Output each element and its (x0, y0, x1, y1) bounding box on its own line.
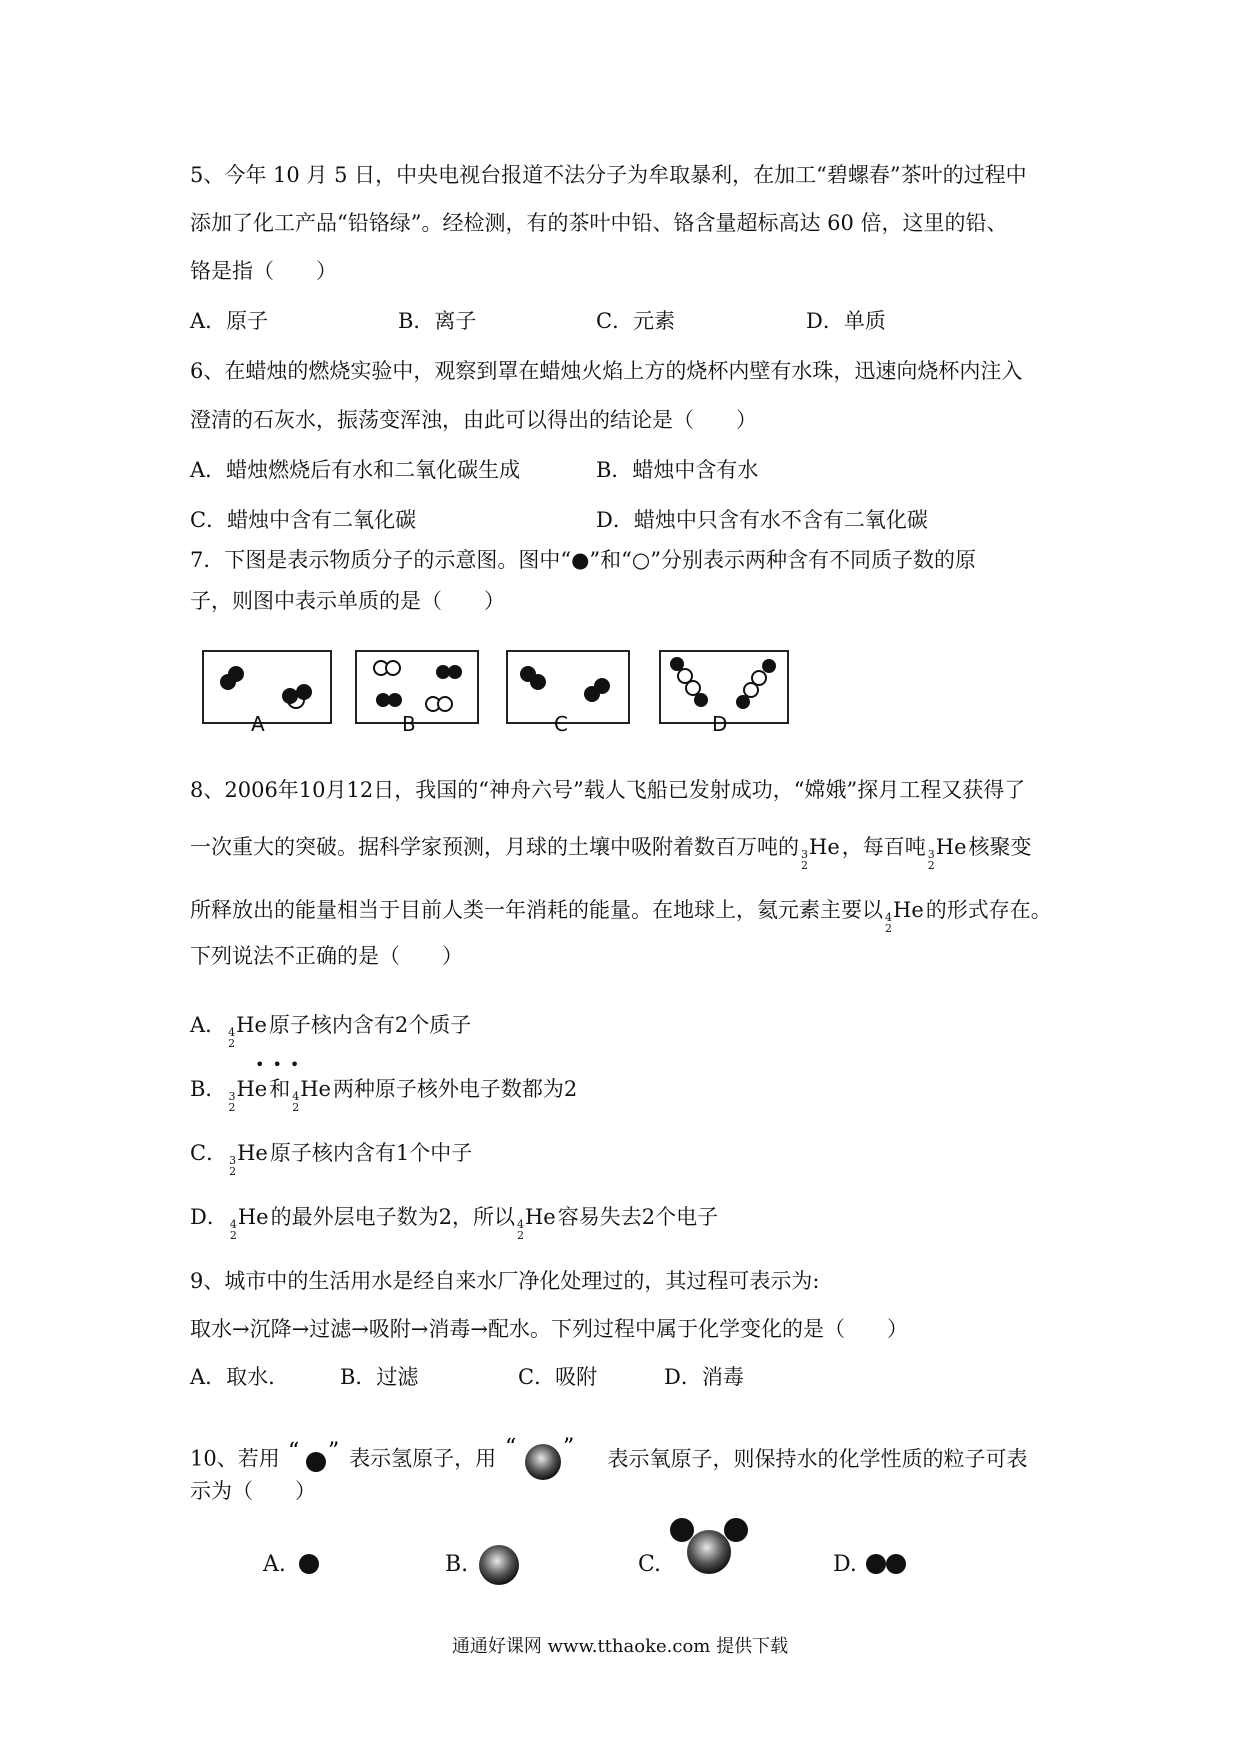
isotope-he4: 4 2 He (516, 1205, 556, 1242)
isotope-he3: 3 2 He (229, 1141, 268, 1178)
q9-option-b: B．过滤 (340, 1365, 419, 1389)
molecule-label-a: A (251, 712, 265, 736)
q8-line2: 一次重大的突破。据科学家预测，月球的土壤中吸附着数百万吨的 3 2 He，每百吨 3 2 He核聚变 (190, 832, 1032, 871)
isotope-he4: 4 2 He (885, 898, 924, 935)
molecule-a-figure (204, 652, 330, 722)
isotope-he4: 4 2 He (292, 1077, 331, 1114)
emphasis-dots: ••• (255, 1055, 308, 1074)
molecule-box-b (355, 650, 479, 724)
molecule-box-c (506, 650, 630, 724)
molecule-box-a (202, 650, 332, 724)
q9-line1: 9、城市中的生活用水是经自来水厂净化处理过的，其过程可表示为: (190, 1269, 820, 1293)
q10-option-d-figure (862, 1548, 914, 1580)
q8-line1: 8、2006年10月12日，我国的“神舟六号”载人飞船已发射成功，“嫦娥”探月工程又获得了 (190, 778, 1026, 802)
svg-text:”: ” (328, 1440, 340, 1464)
molecule-c-figure (508, 652, 628, 722)
svg-text:“: “ (504, 1435, 517, 1460)
q10-option-b: B. (445, 1552, 469, 1577)
q8-line3: 所释放出的能量相当于目前人类一年消耗的能量。在地球上，氦元素主要以 4 2 He的形式存在。 (190, 895, 1052, 934)
q7-line1: 7．下图是表示物质分子的示意图。图中“●”和“○”分别表示两种含有不同质子数的原 (190, 548, 976, 572)
oxygen-atom-icon (503, 1434, 583, 1486)
q6-option-a: A．蜡烛燃烧后有水和二氧化碳生成 (190, 458, 521, 482)
q10-option-d: D. (833, 1552, 857, 1577)
q5-option-a: A．原子 (190, 309, 269, 333)
page-footer: 通通好课网 www.tthaoke.com 提供下载 (451, 1636, 789, 1657)
q6-option-b: B．蜡烛中含有水 (596, 458, 759, 482)
q5-line3: 铬是指（ ） (190, 259, 337, 283)
svg-text:“: “ (288, 1440, 300, 1464)
q5-option-d: D．单质 (806, 309, 886, 333)
q8-option-c: C． 3 2 He原子核内含有1个中子 (190, 1138, 472, 1177)
q8-line4: 下列说法不正确的是（ ） (190, 944, 463, 968)
q8-option-b: B． 3 2 He和 4 2 He两种原子核外电子数都为2 (190, 1074, 577, 1113)
isotope-he3: 3 2 He (228, 1077, 268, 1114)
isotope-he3: 3 2 He (927, 835, 967, 872)
isotope-he4: 4 2 He (228, 1013, 267, 1050)
q10-option-c-figure (664, 1510, 754, 1590)
q6-line2: 澄清的石灰水，振荡变浑浊，由此可以得出的结论是（ ） (190, 408, 757, 432)
q9-line2: 取水→沉降→过滤→吸附→消毒→配水。下列过程中属于化学变化的是（ ） (190, 1317, 908, 1341)
isotope-he3: 3 2 He (801, 835, 840, 872)
molecule-b-figure (357, 652, 477, 722)
q7-line2: 子，则图中表示单质的是（ ） (190, 589, 505, 613)
q5-line2: 添加了化工产品“铅铬绿”。经检测，有的茶叶中铅、铬含量超标高达 60 倍，这里的铅、 (190, 211, 1008, 235)
q8-option-a: A． 4 2 He原子核内含有2个质子 (190, 1010, 471, 1049)
svg-text:”: ” (562, 1435, 575, 1460)
q10-option-a: A. (263, 1552, 286, 1577)
q6-line1: 6、在蜡烛的燃烧实验中，观察到罩在蜡烛火焰上方的烧杯内壁有水珠，迅速向烧杯内注入 (190, 359, 1023, 383)
molecule-label-b: B (402, 712, 416, 736)
q10-option-b-figure (475, 1540, 525, 1590)
q6-option-c: C．蜡烛中含有二氧化碳 (190, 508, 417, 532)
molecule-label-c: C (554, 712, 568, 736)
q10-option-c: C. (638, 1552, 662, 1577)
q9-option-d: D．消毒 (664, 1365, 744, 1389)
isotope-he4: 4 2 He (229, 1205, 269, 1242)
q10-option-a-figure (295, 1548, 325, 1580)
molecule-label-d: D (712, 712, 728, 736)
q9-option-c: C．吸附 (518, 1365, 598, 1389)
q6-option-d: D．蜡烛中只含有水不含有二氧化碳 (596, 508, 928, 532)
q5-option-c: C．元素 (596, 309, 676, 333)
q8-option-d: D． 4 2 He的最外层电子数为2，所以 4 2 He容易失去2个电子 (190, 1202, 718, 1241)
q5-option-b: B．离子 (398, 309, 477, 333)
q10-line2: 示为（ ） (190, 1479, 316, 1503)
q9-option-a: A．取水. (190, 1365, 275, 1389)
q5-line1: 5、今年 10 月 5 日，中央电视台报道不法分子为牟取暴利，在加工“碧螺春”茶叶的过程中 (190, 163, 1027, 187)
q10-line1: 10、若用 “ ” 表示氢原子，用 “ ” 表示氧原子，则保持水的化学性质的粒子可表 (190, 1434, 1027, 1486)
hydrogen-atom-icon (286, 1440, 342, 1480)
